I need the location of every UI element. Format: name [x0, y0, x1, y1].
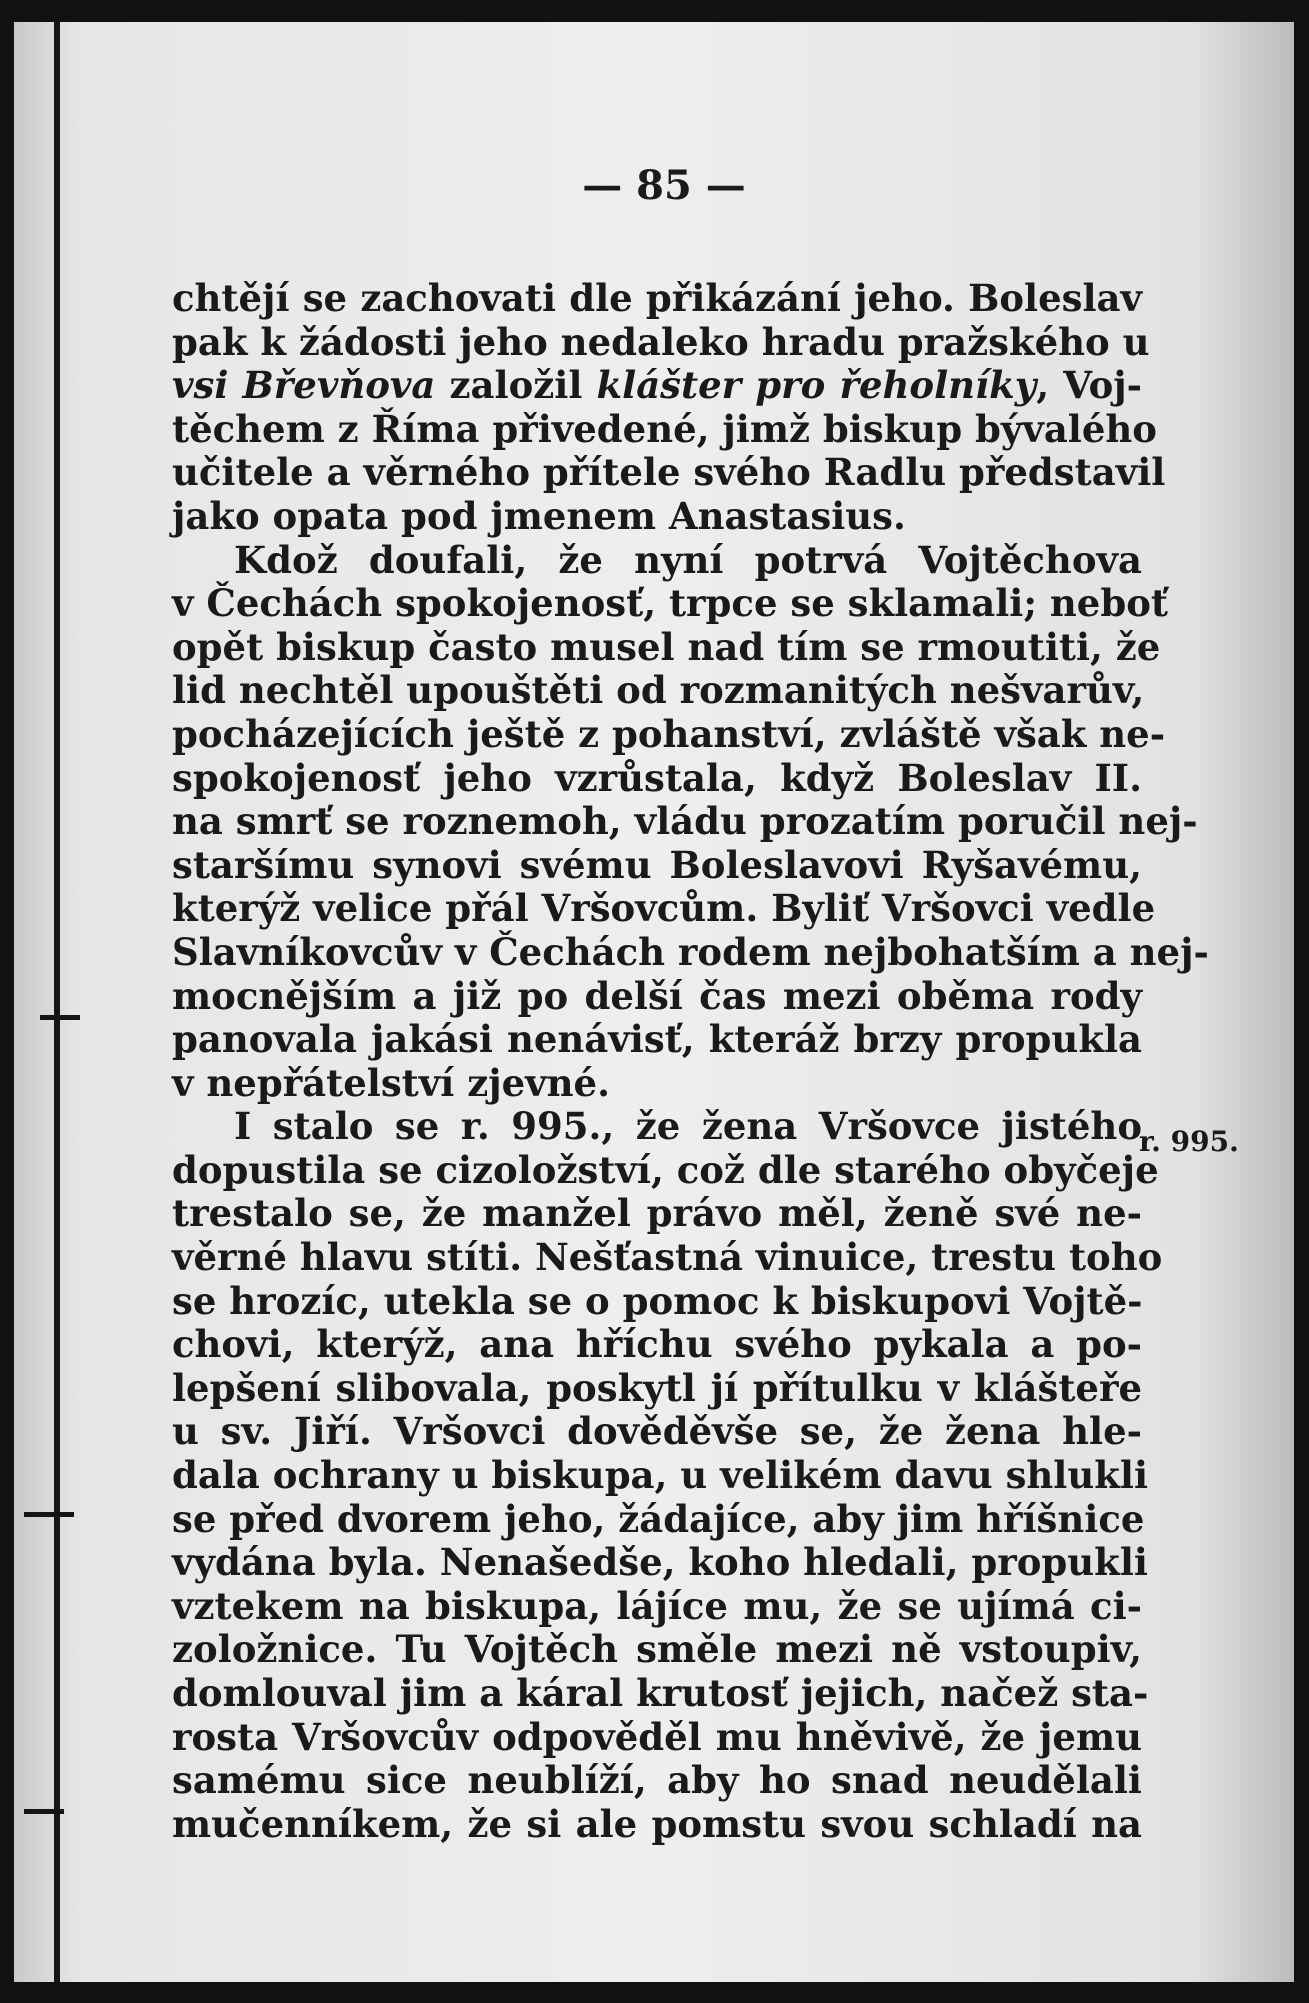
body-text [172, 276, 1209, 1846]
text-line: opět biskup často musel nad tím se rmoutiti, že [172, 624, 1161, 669]
text-line: rosta Vršovcův odpověděl mu hněvivě, že jemu [172, 1714, 1142, 1759]
text-line: v nepřátelství zjevné. [172, 1060, 610, 1105]
text-span: , Voj- [1036, 363, 1142, 408]
binding-mark [24, 1809, 64, 1814]
text-line: pocházejících ještě z pohanství, zvláště však ne- [172, 711, 1166, 756]
text-line: lepšení slibovala, poskytl jí přítulku v klášteře [172, 1365, 1142, 1410]
text-line: dala ochrany u biskupa, u velikém davu shlukli [172, 1453, 1149, 1498]
text-line: domlouval jim a káral krutosť jejich, načež sta- [172, 1671, 1149, 1715]
text-line: dopustila se cizoložství, což dle starého obyčeje [172, 1147, 1159, 1192]
text-line: kterýž velice přál Vršovcům. Byliť Vršovci vedle [172, 886, 1156, 931]
binding-mark [40, 1015, 80, 1020]
text-line [172, 364, 1142, 408]
text-line: věrné hlavu stíti. Nešťastná vinuice, trestu toho [172, 1235, 1163, 1280]
text-line: mocnějším a již po delší čas mezi oběma rody [172, 973, 1142, 1018]
text-line: na smrť se roznemoh, vládu prozatím poručil nej- [172, 799, 1198, 844]
text-line: vztekem na biskupa, lájíce mu, že se ujímá ci- [172, 1583, 1142, 1628]
italic-phrase: vsi Břevňova [172, 363, 436, 408]
text-line: se před dvorem jeho, žádajíce, aby jim hříšnice [172, 1496, 1145, 1541]
text-line: se hrozíc, utekla se o pomoc k biskupovi Vojtě- [172, 1278, 1143, 1323]
text-line: vydána byla. Nenašedše, koho hledali, propukli [172, 1540, 1148, 1585]
text-span: založil [435, 363, 597, 408]
italic-phrase: klášter pro řeholníky [596, 363, 1037, 408]
page-number: — 85 — [582, 162, 746, 209]
text-line: panovala jakási nenávisť, kteráž brzy propukla [172, 1017, 1142, 1062]
text-line: zoložnice. Tu Vojtěch směle mezi ně vstoupiv, [172, 1627, 1142, 1672]
text-line: učitele a věrného přítele svého Radlu představil [172, 450, 1166, 495]
text-line: v Čechách spokojenosť, trpce se sklamali; neboť [172, 581, 1168, 626]
text-line: pak k žádosti jeho nedaleko hradu pražského u [172, 319, 1150, 364]
text-line: Slavníkovcův v Čechách rodem nejbohatším a nej- [172, 929, 1209, 974]
text-line: lid nechtěl upouštěti od rozmanitých nešvarův, [172, 668, 1145, 713]
book-page [14, 22, 1294, 1982]
text-line: chovi, kterýž, ana hříchu svého pykala a po- [172, 1322, 1142, 1367]
text-line: chtějí se zachovati dle přikázání jeho. Boleslav [172, 276, 1142, 320]
text-line: trestalo se, že manžel právo měl, ženě své ne- [172, 1191, 1142, 1236]
text-line: těchem z Říma přivedené, jimž biskup bývalého [172, 406, 1157, 451]
text-line: I stalo se r. 995., že žena Vršovce jistého [234, 1104, 1142, 1149]
text-line: Kdož doufali, že nyní potrvá Vojtěchova [234, 537, 1142, 582]
binding-mark [24, 1512, 74, 1517]
margin-year-note: r. 995. [1139, 1125, 1239, 1158]
text-line: samému sice neublíží, aby ho snad neudělali [172, 1758, 1142, 1803]
text-line: staršímu synovi svému Boleslavovi Ryšavému, [172, 842, 1142, 887]
text-line: mučenníkem, že si ale pomstu svou schladí na [172, 1801, 1142, 1846]
text-line: jako opata pod jmenem Anastasius. [172, 493, 906, 538]
text-line: spokojenosť jeho vzrůstala, když Boleslav II. [172, 755, 1142, 800]
binding-line [54, 22, 60, 1982]
text-line: u sv. Jiří. Vršovci dověděvše se, že žena hle- [172, 1409, 1142, 1454]
